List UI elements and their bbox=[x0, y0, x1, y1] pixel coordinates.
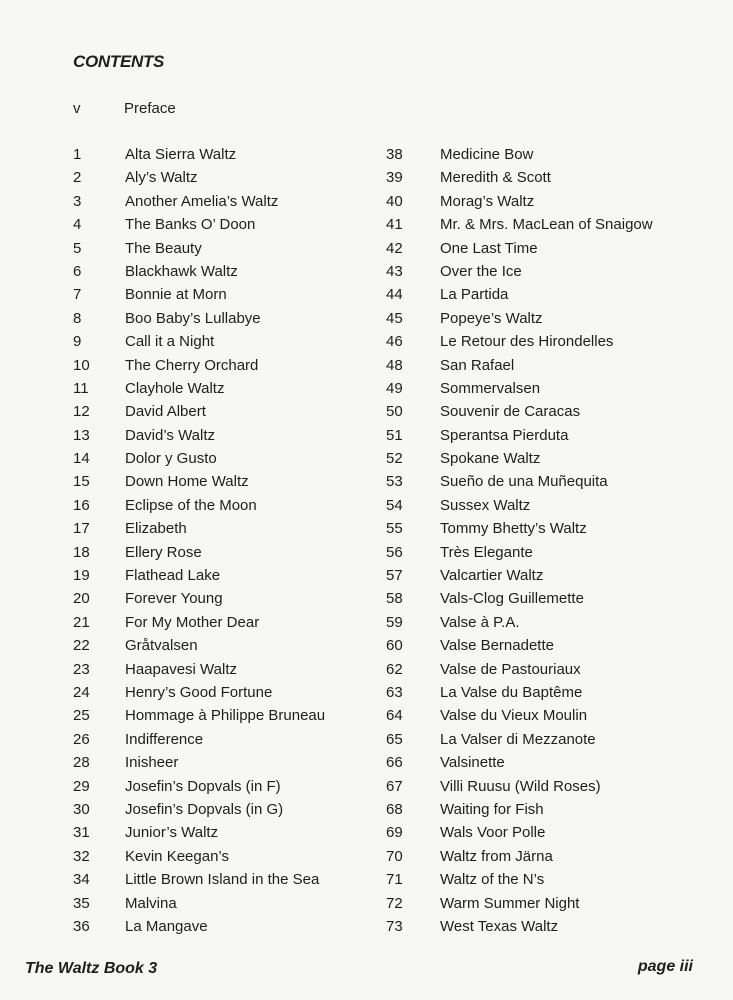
toc-entry bbox=[73, 868, 325, 891]
toc-title: Valcartier Waltz bbox=[440, 567, 544, 585]
toc-page-number: v bbox=[73, 100, 81, 117]
toc-entry bbox=[386, 634, 653, 657]
toc-title: La Mangave bbox=[125, 917, 208, 935]
toc-entry bbox=[386, 821, 653, 844]
toc-entry bbox=[386, 400, 653, 423]
toc-title: Dolor y Gusto bbox=[125, 450, 217, 468]
footer-book-title: The Waltz Book 3 bbox=[25, 960, 158, 977]
toc-page-number: 60 bbox=[386, 637, 403, 655]
toc-entry bbox=[386, 704, 653, 727]
toc-title: The Cherry Orchard bbox=[125, 356, 259, 374]
toc-title: For My Mother Dear bbox=[125, 613, 260, 631]
toc-page-number: 21 bbox=[73, 613, 90, 631]
toc-left-column bbox=[73, 143, 325, 938]
toc-page-number: 56 bbox=[386, 543, 403, 561]
toc-entry bbox=[73, 892, 325, 915]
toc-entry bbox=[73, 611, 325, 634]
toc-page-number: 50 bbox=[386, 403, 403, 421]
toc-title: La Partida bbox=[440, 286, 509, 304]
toc-entry bbox=[386, 354, 653, 377]
toc-title: Valsinette bbox=[440, 754, 505, 772]
toc-title: Waiting for Fish bbox=[440, 800, 544, 818]
toc-preface-entry bbox=[73, 100, 176, 117]
toc-page-number: 22 bbox=[73, 637, 90, 655]
toc-page-number: 26 bbox=[73, 730, 90, 748]
toc-entry bbox=[386, 143, 653, 166]
toc-entry bbox=[386, 260, 653, 283]
toc-entry bbox=[386, 470, 653, 493]
toc-title: Eclipse of the Moon bbox=[125, 496, 257, 514]
toc-page-number: 69 bbox=[386, 824, 403, 842]
toc-title: Another Amelia’s Waltz bbox=[125, 192, 279, 210]
toc-title: Clayhole Waltz bbox=[125, 379, 225, 397]
toc-title: The Beauty bbox=[125, 239, 202, 257]
toc-page-number: 8 bbox=[73, 309, 82, 327]
toc-entry bbox=[73, 237, 325, 260]
toc-title: Popeye’s Waltz bbox=[440, 309, 543, 327]
toc-title: Morag’s Waltz bbox=[440, 192, 535, 210]
toc-entry bbox=[73, 213, 325, 236]
toc-entry bbox=[386, 845, 653, 868]
toc-page-number: 41 bbox=[386, 216, 403, 234]
toc-page-number: 4 bbox=[73, 216, 82, 234]
toc-page-number: 9 bbox=[73, 333, 82, 351]
toc-title: Down Home Waltz bbox=[125, 473, 249, 491]
toc-page-number: 59 bbox=[386, 613, 403, 631]
toc-entry bbox=[386, 494, 653, 517]
toc-title: One Last Time bbox=[440, 239, 538, 257]
toc-title: Wals Voor Polle bbox=[440, 824, 546, 842]
toc-page-number: 15 bbox=[73, 473, 90, 491]
toc-entry bbox=[73, 190, 325, 213]
toc-page-number: 67 bbox=[386, 777, 403, 795]
toc-entry bbox=[386, 330, 653, 353]
toc-page-number: 49 bbox=[386, 379, 403, 397]
toc-entry bbox=[386, 237, 653, 260]
toc-title: Meredith & Scott bbox=[440, 169, 551, 187]
toc-page-number: 16 bbox=[73, 496, 90, 514]
toc-entry bbox=[73, 400, 325, 423]
toc-title: Kevin Keegan’s bbox=[125, 847, 229, 865]
toc-entry bbox=[73, 494, 325, 517]
toc-entry bbox=[73, 541, 325, 564]
toc-page-number: 55 bbox=[386, 520, 403, 538]
toc-page-number: 62 bbox=[386, 660, 403, 678]
toc-entry bbox=[73, 447, 325, 470]
toc-title: Junior’s Waltz bbox=[125, 824, 219, 842]
toc-title: Waltz of the N’s bbox=[440, 871, 545, 889]
toc-entry bbox=[73, 354, 325, 377]
toc-page-number: 11 bbox=[73, 379, 89, 397]
toc-entry bbox=[386, 190, 653, 213]
toc-page-number: 54 bbox=[386, 496, 403, 514]
toc-entry bbox=[73, 798, 325, 821]
toc-entry bbox=[73, 166, 325, 189]
toc-page-number: 68 bbox=[386, 800, 403, 818]
toc-entry bbox=[73, 915, 325, 938]
toc-entry bbox=[73, 517, 325, 540]
toc-page-number: 23 bbox=[73, 660, 90, 678]
toc-title: Sperantsa Pierduta bbox=[440, 426, 569, 444]
toc-title: Waltz from Järna bbox=[440, 847, 553, 865]
toc-entry bbox=[73, 283, 325, 306]
toc-page-number: 64 bbox=[386, 707, 403, 725]
toc-entry bbox=[386, 377, 653, 400]
toc-page-number: 42 bbox=[386, 239, 403, 257]
toc-title: Henry’s Good Fortune bbox=[125, 683, 273, 701]
toc-entry bbox=[386, 307, 653, 330]
toc-entry bbox=[73, 424, 325, 447]
toc-entry bbox=[386, 283, 653, 306]
toc-page-number: 2 bbox=[73, 169, 82, 187]
toc-page-number: 31 bbox=[73, 824, 90, 842]
toc-page-number: 34 bbox=[73, 871, 90, 889]
toc-page-number: 1 bbox=[73, 146, 82, 163]
toc-title: La Valser di Mezzanote bbox=[440, 730, 596, 748]
toc-page-number: 10 bbox=[73, 356, 90, 374]
toc-page-number: 38 bbox=[386, 146, 403, 163]
toc-page-number: 7 bbox=[73, 286, 82, 304]
toc-entry bbox=[386, 728, 653, 751]
toc-page-number: 40 bbox=[386, 192, 403, 210]
toc-page-number: 53 bbox=[386, 473, 403, 491]
toc-title: Elizabeth bbox=[125, 520, 187, 538]
toc-entry bbox=[386, 587, 653, 610]
toc-entry bbox=[73, 587, 325, 610]
toc-page-number: 25 bbox=[73, 707, 90, 725]
toc-title: Over the Ice bbox=[440, 262, 522, 280]
toc-entry bbox=[73, 704, 325, 727]
toc-page-number: 24 bbox=[73, 683, 90, 701]
toc-page-number: 46 bbox=[386, 333, 403, 351]
toc-title: Vals-Clog Guillemette bbox=[440, 590, 584, 608]
toc-title: Sommervalsen bbox=[440, 379, 541, 397]
toc-page-number: 18 bbox=[73, 543, 90, 561]
toc-title: Josefin’s Dopvals (in F) bbox=[125, 777, 281, 795]
toc-entry bbox=[386, 424, 653, 447]
toc-title: The Banks O’ Doon bbox=[125, 216, 256, 234]
toc-title: Souvenir de Caracas bbox=[440, 403, 581, 421]
toc-title: Spokane Waltz bbox=[440, 450, 541, 468]
toc-page-number: 20 bbox=[73, 590, 90, 608]
toc-title: Alta Sierra Waltz bbox=[125, 146, 237, 163]
toc-page-number: 39 bbox=[386, 169, 403, 187]
toc-title: Sussex Waltz bbox=[440, 496, 531, 514]
toc-title: Villi Ruusu (Wild Roses) bbox=[440, 777, 601, 795]
toc-entry bbox=[73, 307, 325, 330]
toc-page-number: 36 bbox=[73, 917, 90, 935]
toc-entry bbox=[73, 470, 325, 493]
toc-page-number: 35 bbox=[73, 894, 90, 912]
toc-title: David’s Waltz bbox=[125, 426, 216, 444]
toc-title: Haapavesi Waltz bbox=[125, 660, 237, 678]
toc-title: Valse à P.A. bbox=[440, 613, 520, 631]
toc-entry bbox=[386, 517, 653, 540]
toc-title: Blackhawk Waltz bbox=[125, 262, 238, 280]
toc-page-number: 6 bbox=[73, 262, 82, 280]
toc-page-number: 12 bbox=[73, 403, 90, 421]
toc-title: Inisheer bbox=[125, 754, 179, 772]
toc-page-number: 70 bbox=[386, 847, 403, 865]
toc-title: Hommage à Philippe Bruneau bbox=[125, 707, 326, 725]
toc-title: Valse de Pastouriaux bbox=[440, 660, 581, 678]
toc-title: Bonnie at Morn bbox=[125, 286, 227, 304]
toc-title: Ellery Rose bbox=[125, 543, 202, 561]
toc-title: Très Elegante bbox=[440, 543, 533, 561]
toc-entry bbox=[73, 681, 325, 704]
toc-entry bbox=[73, 143, 325, 166]
toc-title: Sueño de una Muñequita bbox=[440, 473, 608, 491]
toc-title: David Albert bbox=[125, 403, 206, 421]
toc-entry bbox=[73, 330, 325, 353]
toc-page-number: 57 bbox=[386, 567, 403, 585]
toc-page-number: 66 bbox=[386, 754, 403, 772]
toc-page-number: 58 bbox=[386, 590, 403, 608]
toc-entry bbox=[73, 377, 325, 400]
toc-entry bbox=[73, 845, 325, 868]
toc-title: Valse du Vieux Moulin bbox=[440, 707, 588, 725]
toc-title: Malvina bbox=[125, 894, 177, 912]
toc-entry bbox=[386, 658, 653, 681]
toc-page-number: 43 bbox=[386, 262, 403, 280]
toc-title: Little Brown Island in the Sea bbox=[125, 871, 320, 889]
toc-page-number: 45 bbox=[386, 309, 403, 327]
page-title: CONTENTS bbox=[73, 52, 165, 71]
toc-entry bbox=[386, 447, 653, 470]
toc-entry bbox=[386, 868, 653, 891]
toc-entry bbox=[386, 798, 653, 821]
toc-page-number: 13 bbox=[73, 426, 90, 444]
toc-entry bbox=[386, 541, 653, 564]
toc-title: Flathead Lake bbox=[125, 567, 221, 585]
toc-page-number: 29 bbox=[73, 777, 90, 795]
toc-page-number: 19 bbox=[73, 567, 90, 585]
toc-page-number: 5 bbox=[73, 239, 82, 257]
toc-title: Gråtvalsen bbox=[125, 637, 198, 655]
toc-entry bbox=[386, 775, 653, 798]
toc-page-number: 52 bbox=[386, 450, 403, 468]
toc-right-column bbox=[386, 143, 653, 938]
toc-entry bbox=[73, 751, 325, 774]
toc-title: Aly’s Waltz bbox=[125, 169, 198, 187]
toc-entry bbox=[73, 728, 325, 751]
toc-entry bbox=[73, 564, 325, 587]
toc-entry bbox=[73, 634, 325, 657]
toc-title: Indifference bbox=[125, 730, 204, 748]
toc-page-number: 48 bbox=[386, 356, 403, 374]
toc-title: Call it a Night bbox=[125, 333, 215, 351]
toc-page-number: 72 bbox=[386, 894, 403, 912]
toc-title: Boo Baby’s Lullabye bbox=[125, 309, 261, 327]
footer-page-label: page iii bbox=[637, 958, 693, 975]
toc-title: Valse Bernadette bbox=[440, 637, 554, 655]
toc-title: Mr. & Mrs. MacLean of Snaigow bbox=[440, 216, 653, 234]
toc-title: Tommy Bhetty’s Waltz bbox=[440, 520, 587, 538]
toc-entry bbox=[386, 611, 653, 634]
toc-title: West Texas Waltz bbox=[440, 917, 559, 935]
toc-page-number: 63 bbox=[386, 683, 403, 701]
toc-page-number: 32 bbox=[73, 847, 90, 865]
toc-page-number: 73 bbox=[386, 917, 403, 935]
toc-title: San Rafael bbox=[440, 356, 515, 374]
toc-page-number: 44 bbox=[386, 286, 403, 304]
toc-page-number: 28 bbox=[73, 754, 90, 772]
toc-entry bbox=[386, 892, 653, 915]
toc-title: La Valse du Baptême bbox=[440, 683, 583, 701]
toc-entry bbox=[386, 213, 653, 236]
toc-title: Le Retour des Hirondelles bbox=[440, 333, 614, 351]
toc-page-number: 51 bbox=[386, 426, 403, 444]
toc-entry bbox=[73, 260, 325, 283]
toc-page-number: 65 bbox=[386, 730, 403, 748]
toc-entry bbox=[386, 564, 653, 587]
toc-entry bbox=[73, 658, 325, 681]
toc-page-number: 17 bbox=[73, 520, 90, 538]
toc-page-number: 71 bbox=[386, 871, 403, 889]
toc-entry bbox=[386, 915, 653, 938]
toc-title: Forever Young bbox=[125, 590, 223, 608]
toc-entry bbox=[73, 775, 325, 798]
toc-entry bbox=[73, 821, 325, 844]
toc-title: Medicine Bow bbox=[440, 146, 534, 163]
toc-page-number: 3 bbox=[73, 192, 82, 210]
toc-page-number: 30 bbox=[73, 800, 90, 818]
toc-title: Josefin’s Dopvals (in G) bbox=[125, 800, 284, 818]
toc-title: Warm Summer Night bbox=[440, 894, 580, 912]
toc-entry bbox=[386, 751, 653, 774]
toc-entry bbox=[386, 681, 653, 704]
toc-page-number: 14 bbox=[73, 450, 90, 468]
toc-entry bbox=[386, 166, 653, 189]
toc-title: Preface bbox=[124, 100, 176, 117]
